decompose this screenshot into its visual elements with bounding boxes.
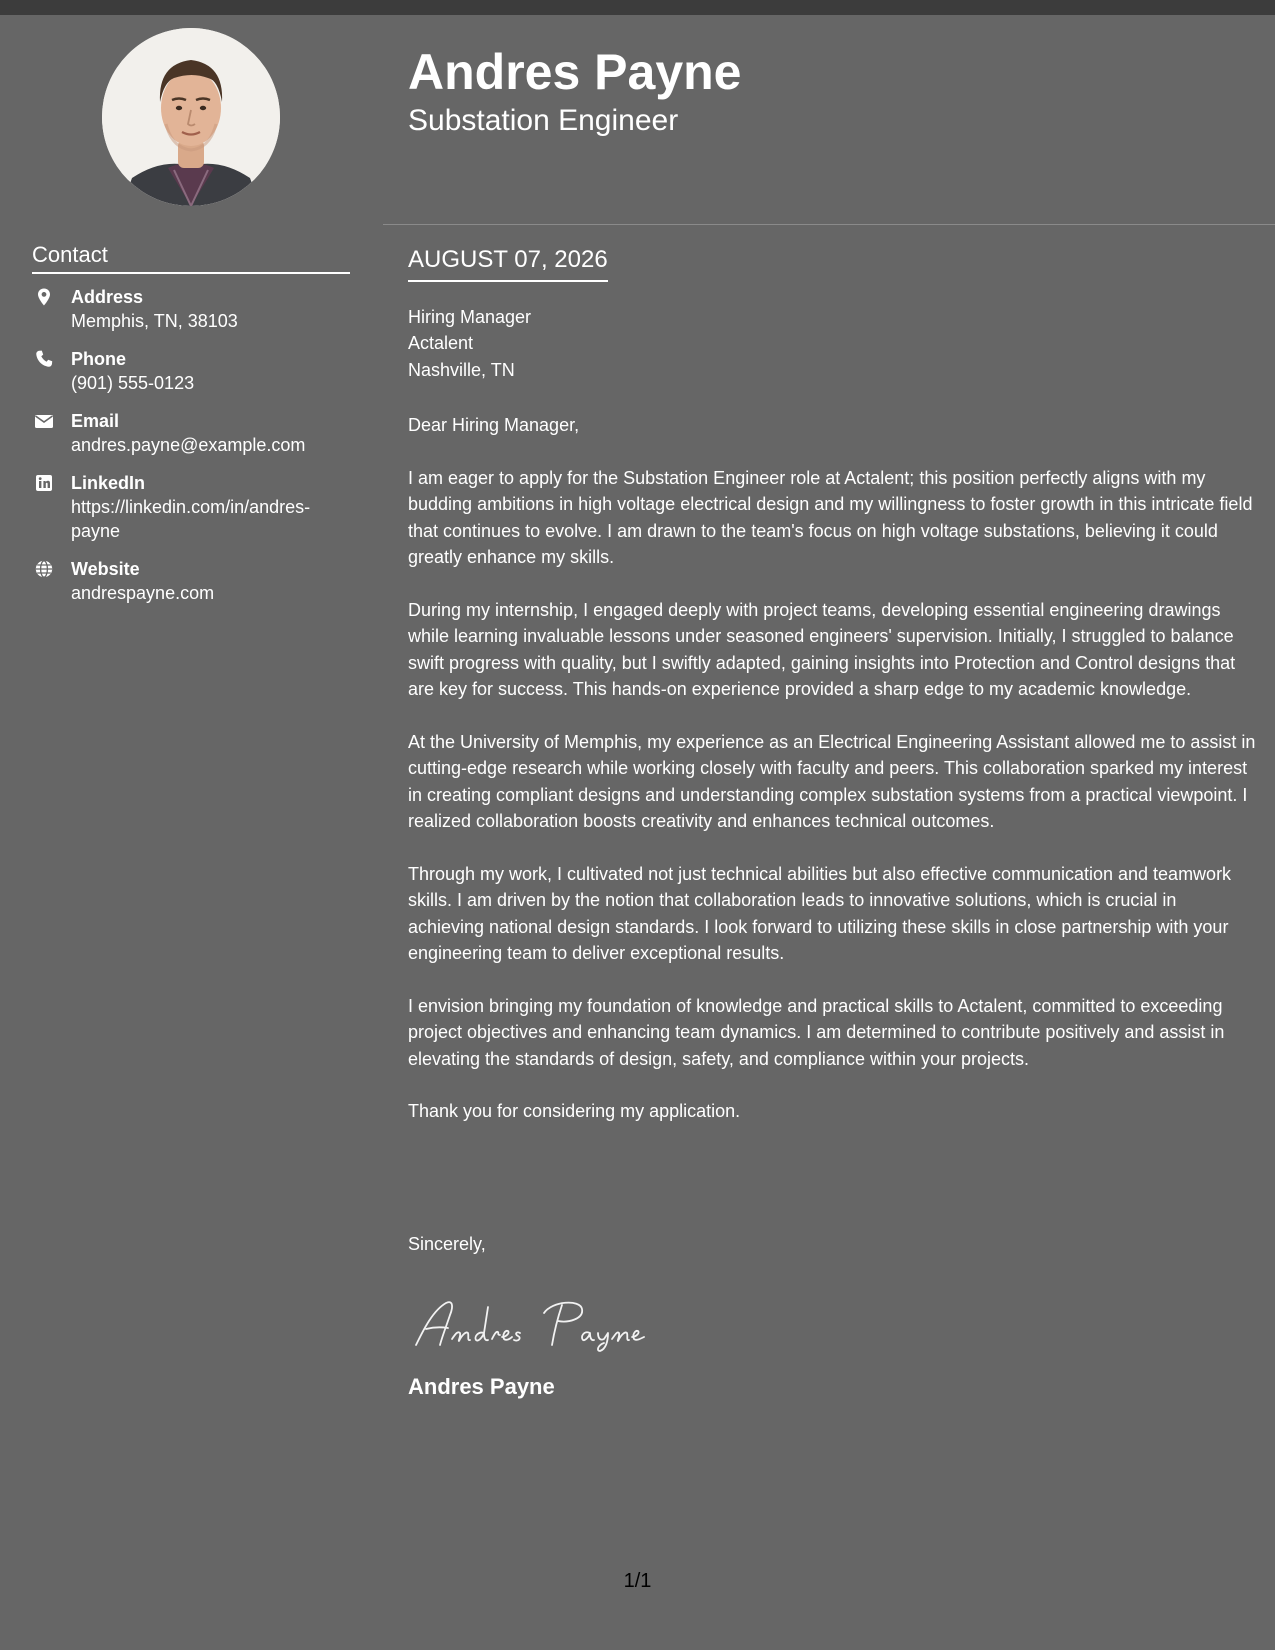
body-paragraph: Through my work, I cultivated not just technical abilities but also effective communication and teamwork skills. I am driven by the notion that collaboration leads to innovative solutions, which is crucial in achieving national design standards. I look forward to utilizing these skills in close partnership with your engineering team to deliver exceptional results. bbox=[408, 863, 1232, 964]
greeting: Dear Hiring Manager, bbox=[408, 415, 580, 435]
closing: Sincerely, bbox=[408, 1234, 486, 1254]
signed-name: Andres Payne bbox=[408, 1374, 555, 1399]
page-number: 1/1 bbox=[623, 1570, 652, 1592]
contact-list bbox=[32, 285, 350, 619]
email-value[interactable]: andres.payne@example.com bbox=[71, 435, 306, 455]
contact-heading: Contact bbox=[32, 241, 350, 274]
recipient-location: Nashville, TN bbox=[408, 359, 515, 380]
recipient-block bbox=[408, 304, 531, 383]
website-value[interactable]: andrespayne.com bbox=[71, 583, 215, 603]
phone-value: (901) 555-0123 bbox=[71, 373, 195, 393]
top-bar bbox=[0, 0, 1275, 15]
applicant-name: Andres Payne bbox=[408, 44, 742, 100]
contact-item-linkedin bbox=[32, 471, 350, 543]
body-paragraph: During my internship, I engaged deeply with project teams, developing essential engineering drawings while learning invaluable lessons under seasoned engineers' supervision. Initially, I struggled to balance swift progress with quality, but I swiftly adapted, gaining insights into Protection and Control designs that are key for success. This hands-on experience provided a sharp edge to my academic knowledge. bbox=[408, 599, 1236, 700]
contact-label: Address bbox=[71, 287, 144, 307]
header-divider bbox=[383, 224, 1275, 225]
profile-photo bbox=[102, 28, 280, 206]
phone-icon bbox=[34, 349, 54, 369]
body-paragraph: I am eager to apply for the Substation Engineer role at Actalent; this position perfectly aligns with my budding ambitions in high voltage electrical design and my willingness to foster growth in this intricate field that continues to evolve. I am drawn to the team's focus on high voltage substations, believing it could greatly enhance my skills. bbox=[408, 467, 1253, 568]
body-paragraph: Thank you for considering my application. bbox=[408, 1101, 741, 1122]
contact-item-email bbox=[32, 409, 350, 457]
body-paragraph: I envision bringing my foundation of knowledge and practical skills to Actalent, committed to exceeding project objectives and enhancing team dynamics. I am determined to contribute positively and assist in elevating the standards of design, safety, and compliance within your projects. bbox=[408, 995, 1225, 1069]
contact-item-phone bbox=[32, 347, 350, 395]
contact-label: LinkedIn bbox=[71, 473, 146, 493]
linkedin-icon bbox=[34, 473, 54, 493]
contact-item-address bbox=[32, 285, 350, 333]
body-paragraph: At the University of Memphis, my experience as an Electrical Engineering Assistant allowed me to assist in cutting-edge research while working closely with faculty and peers. This collaboration sparked my interest in creating compliant designs and understanding complex substation systems from a practical viewpoint. I realized collaboration boosts creativity and enhances technical outcomes. bbox=[408, 731, 1256, 832]
contact-label: Email bbox=[71, 411, 120, 431]
address-value: Memphis, TN, 38103 bbox=[71, 311, 238, 331]
contact-item-website bbox=[32, 557, 350, 605]
recipient-name: Hiring Manager bbox=[408, 307, 532, 327]
applicant-title: Substation Engineer bbox=[408, 104, 679, 137]
contact-label: Website bbox=[71, 559, 140, 579]
recipient-company: Actalent bbox=[408, 333, 474, 354]
email-icon bbox=[34, 411, 54, 431]
avatar bbox=[102, 28, 280, 206]
letter-body bbox=[408, 412, 1256, 1151]
cover-letter-page bbox=[0, 15, 1275, 1650]
contact-label: Phone bbox=[71, 349, 127, 369]
linkedin-value[interactable]: https://linkedin.com/in/andres-payne bbox=[71, 497, 311, 541]
handwritten-signature bbox=[412, 1293, 672, 1353]
letter-date: AUGUST 07, 2026 bbox=[408, 245, 608, 282]
location-pin-icon bbox=[34, 287, 54, 307]
globe-icon bbox=[34, 559, 54, 579]
